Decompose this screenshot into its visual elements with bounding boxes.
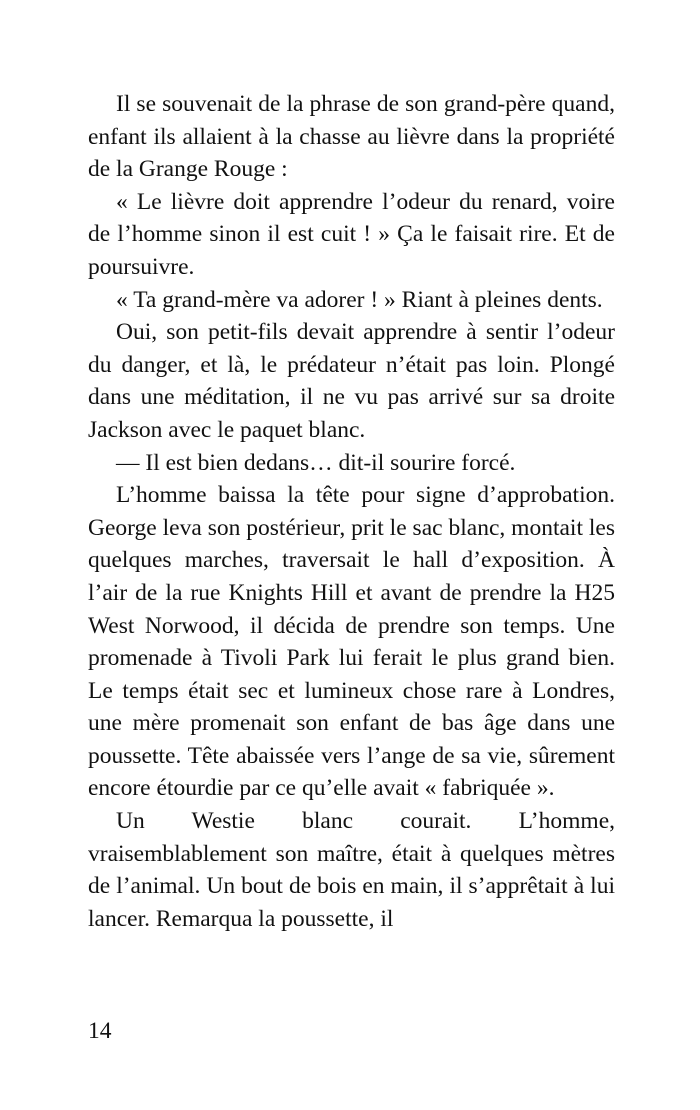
paragraph-4: Oui, son petit-fils devait apprendre à sentir l’odeur du danger, et là, le prédateur n’était pas loin. Plongé dans une méditation, il ne vu pas arrivé sur sa droite Jackson avec le paquet blanc.: [88, 319, 615, 443]
page-number: 14: [88, 1018, 112, 1044]
paragraph-5: — Il est bien dedans… dit-il sourire forcé.: [116, 449, 516, 476]
paragraph-6: L’homme baissa la tête pour signe d’approbation. George leva son postérieur, prit le sac blanc, montait les quelques marches, traversait le hall d’exposition. À l’air de la rue Knights Hill et avant de prendre la H25 West Norwood, il décida de prendre son temps. Une promenade à Tivoli Park lui ferait le plus grand bien. Le temps était sec et lumineux chose rare à Londres, une mère promenait son enfant de bas âge dans une poussette. Tête abaissée vers l’ange de sa vie, sûrement encore étourdie par ce qu’elle avait « fabriquée ».: [88, 482, 615, 802]
paragraph-1: Il se souvenait de la phrase de son grand-père quand, enfant ils allaient à la chasse au lièvre dans la propriété de la Grange Rouge :: [88, 91, 615, 183]
body-text: [88, 88, 615, 935]
paragraph-2: « Le lièvre doit apprendre l’odeur du renard, voire de l’homme sinon il est cuit ! » Ça le faisait rire. Et de poursuivre.: [88, 188, 615, 280]
paragraph-3: « Ta grand-mère va adorer ! » Riant à pleines dents.: [116, 286, 603, 313]
paragraph-7: Un Westie blanc courait. L’homme, vraisemblablement son maître, était à quelques mètres de l’animal. Un bout de bois en main, il s’apprêtait à lui lancer. Remarqua la poussette, il: [88, 808, 615, 932]
